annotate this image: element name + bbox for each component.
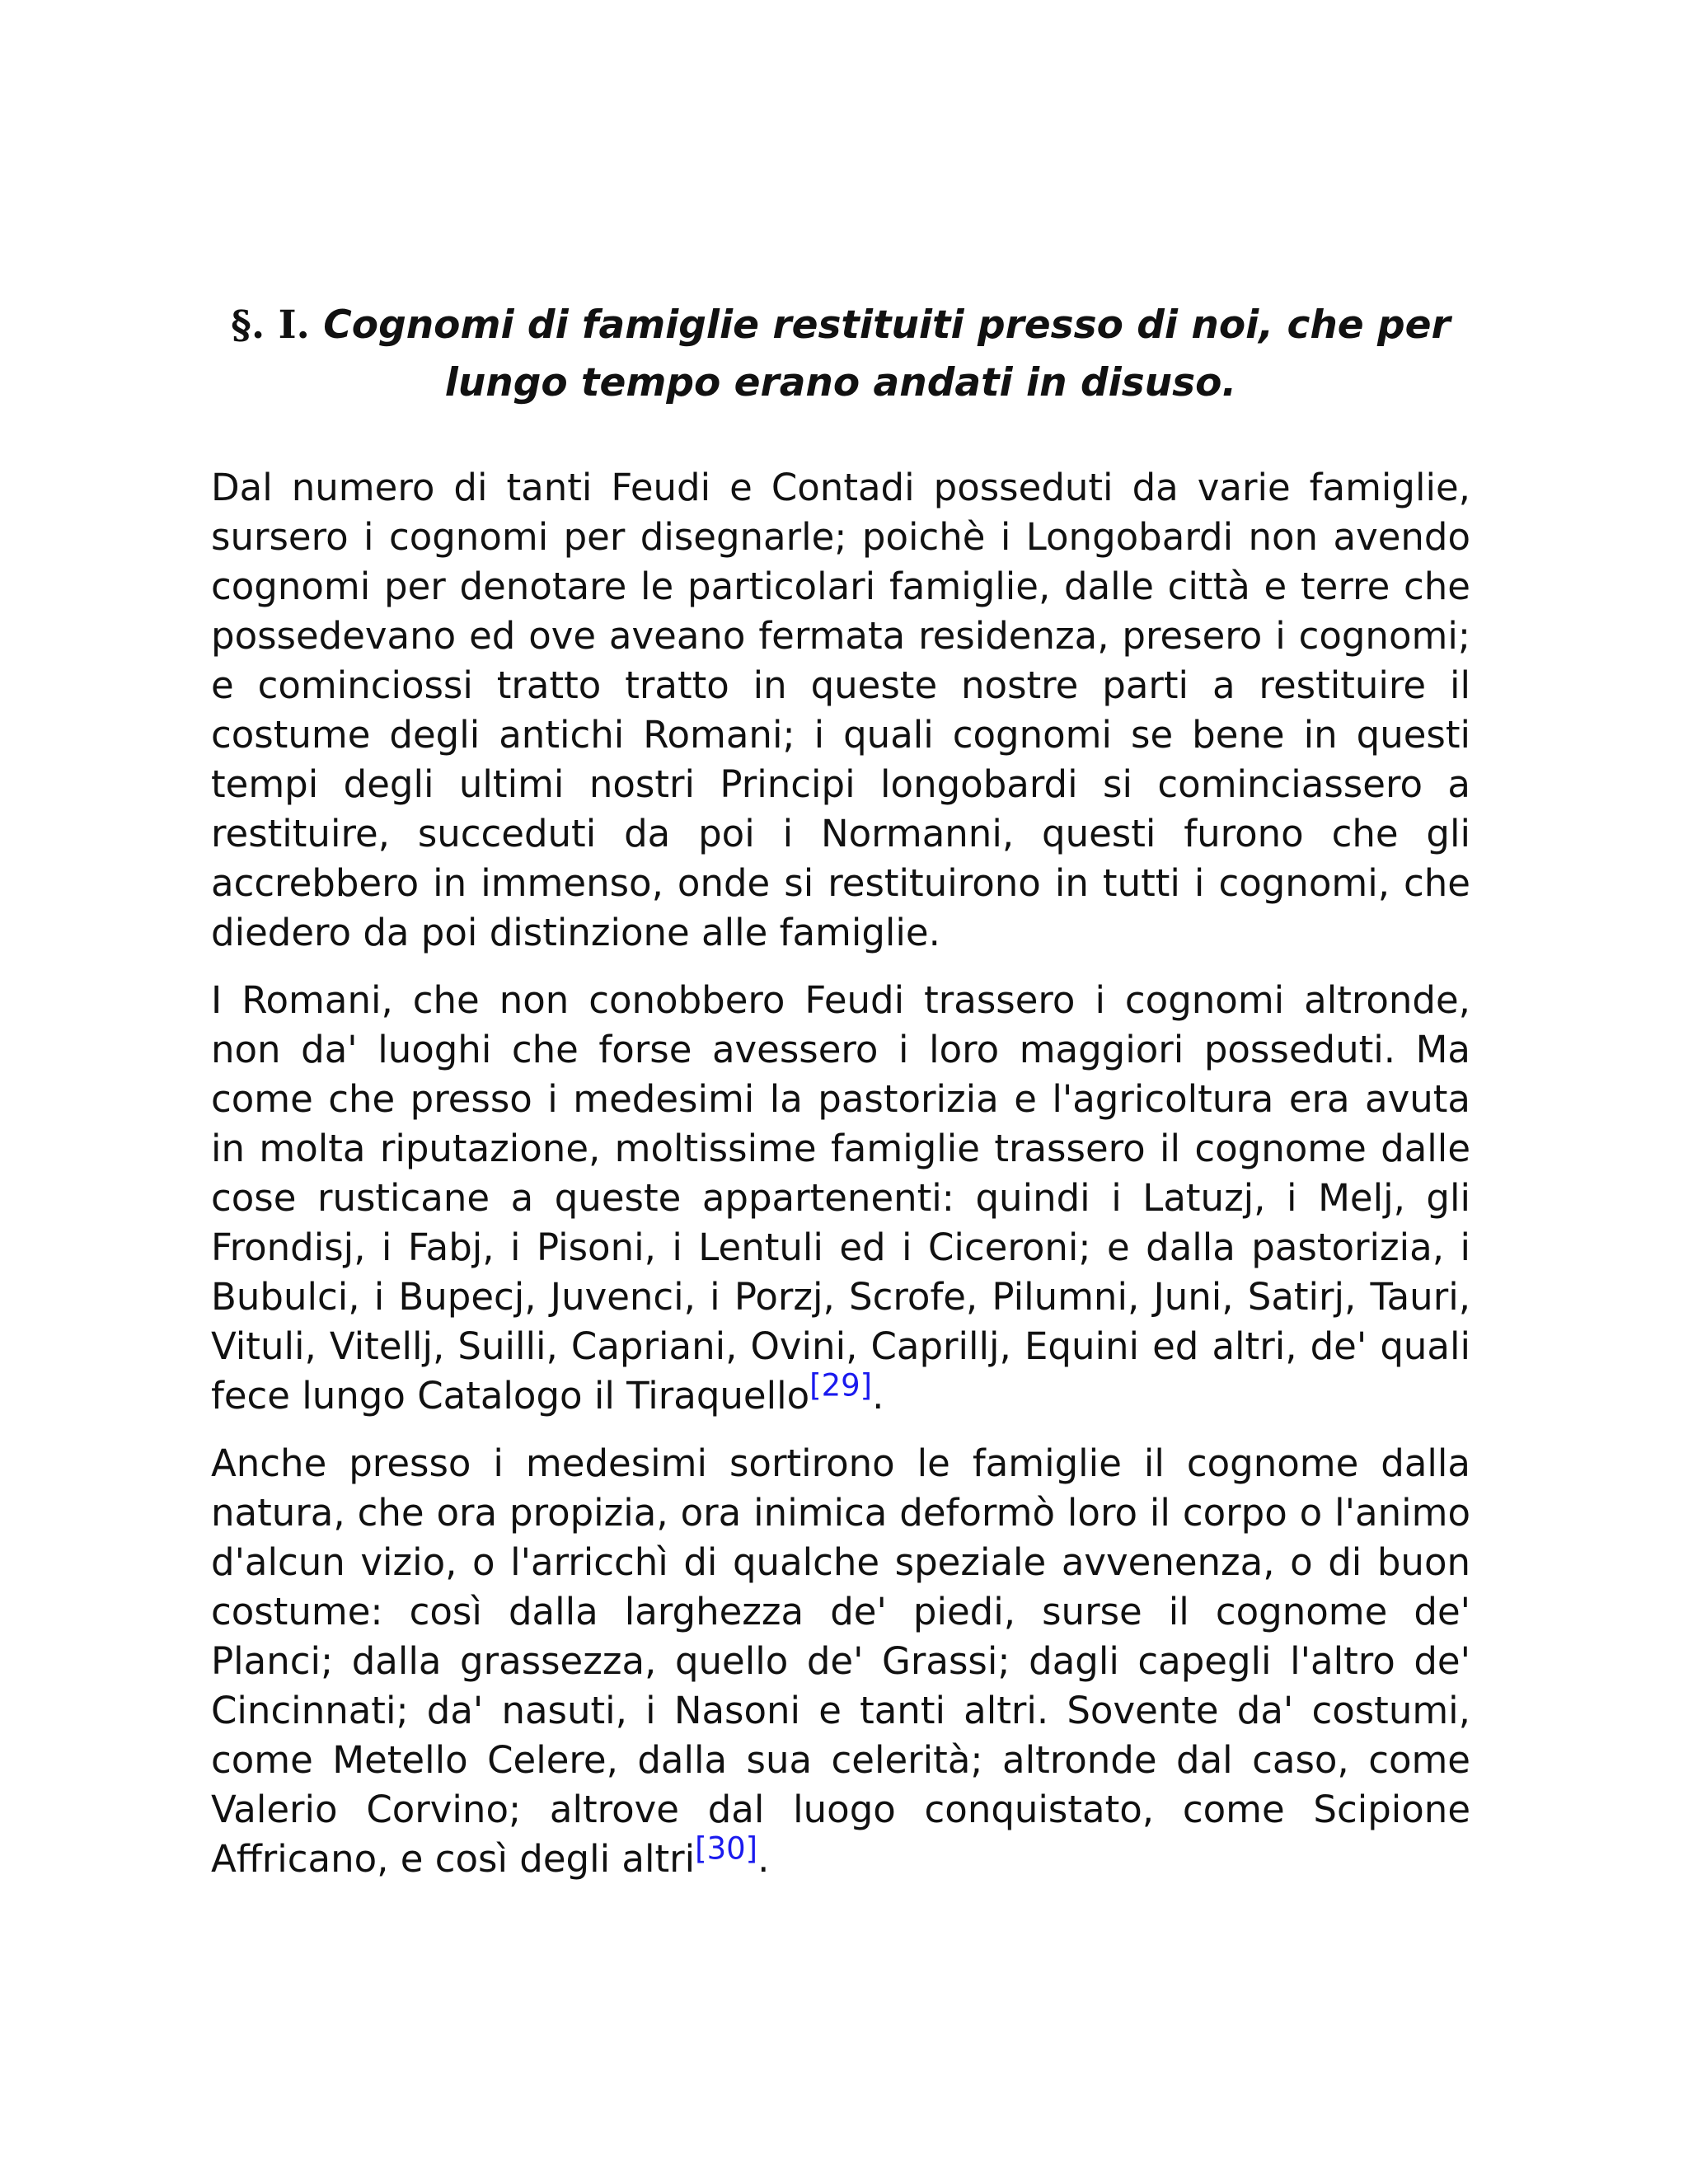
footnote-link-29[interactable]: [29] <box>809 1367 873 1404</box>
paragraph-text: I Romani, che non conobbero Feudi trassero i cognomi altronde, non da' luoghi che forse avessero i loro maggiori posseduti. Ma come che presso i medesimi la pastorizia e l'agricoltura era avuta in molta riputazione, moltissime famiglie trassero il cognome dalle cose rusticane a queste appartenenti: quindi i Latuzj, i Melj, gli Frondisj, i Fabj, i Pisoni, i Lentuli ed i Ciceroni; e dalla pastorizia, i Bubulci, i Bupecj, Juvenci, i Porzj, Scrofe, Pilumni, Juni, Satirj, Tauri, Vituli, Vitellj, Suilli, Capriani, Ovini, Caprillj, Equini ed altri, de' quali fece lungo Catalogo il Tiraquello <box>211 978 1470 1418</box>
paragraph-3 <box>211 1439 1470 1884</box>
section-heading <box>211 297 1470 412</box>
paragraph-text: Anche presso i medesimi sortirono le famiglie il cognome dalla natura, che ora propizia, ora inimica deformò loro il corpo o l'animo d'alcun vizio, o l'arricchì di qualche speziale avvenenza, o di buon costume: così dalla larghezza de' piedi, surse il cognome de' Planci; dalla grassezza, quello de' Grassi; dagli capegli l'altro de' Cincinnati; da' nasuti, i Nasoni e tanti altri. Sovente da' costumi, come Metello Celere, dalla sua celerità; altronde dal caso, come Valerio Corvino; altrove dal luogo conquistato, come Scipione Affricano, e così degli altri <box>211 1441 1470 1881</box>
section-title: Cognomi di famiglie restituiti presso di noi, che per lungo tempo erano andati in disuso. <box>323 302 1451 405</box>
paragraph-tail: . <box>757 1837 770 1881</box>
paragraph-2 <box>211 976 1470 1421</box>
page-body <box>211 297 1470 1902</box>
footnote-link-30[interactable]: [30] <box>695 1830 758 1867</box>
paragraph-tail: . <box>872 1374 884 1418</box>
section-mark: §. I. <box>231 302 310 348</box>
paragraph-1 <box>211 463 1470 958</box>
paragraph-text: Dal numero di tanti Feudi e Contadi posseduti da varie famiglie, sursero i cognomi per disegnarle; poichè i Longobardi non avendo cognomi per denotare le particolari famiglie, dalle città e terre che possedevano ed ove aveano fermata residenza, presero i cognomi; e cominciossi tratto tratto in queste nostre parti a restituire il costume degli antichi Romani; i quali cognomi se bene in questi tempi degli ultimi nostri Principi longobardi si cominciassero a restituire, succeduti da poi i Normanni, questi furono che gli accrebbero in immenso, onde si restituirono in tutti i cognomi, che diedero da poi distinzione alle famiglie. <box>211 466 1470 954</box>
